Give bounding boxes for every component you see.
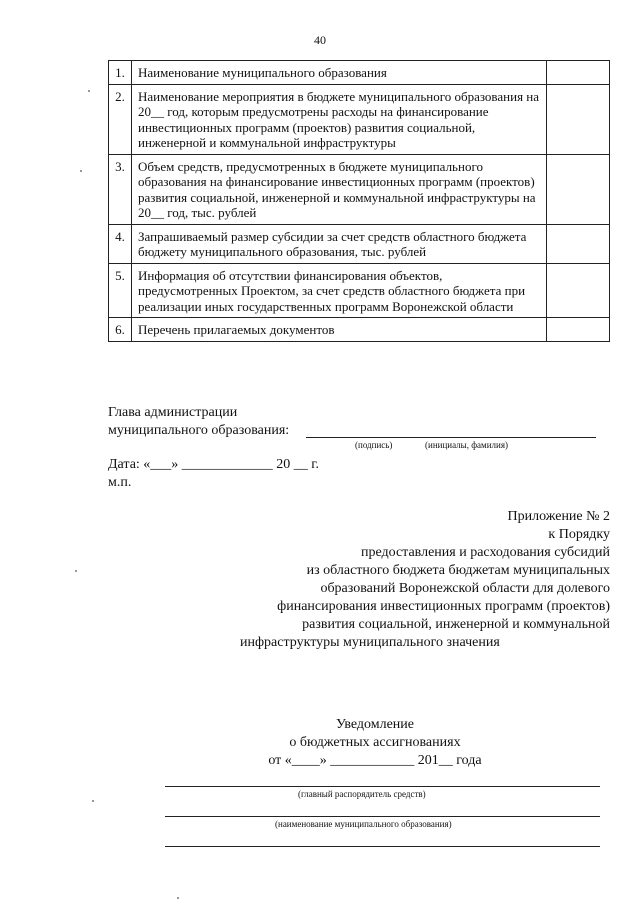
table-row: [109, 61, 610, 85]
municipality-field-line[interactable]: [165, 816, 600, 817]
scan-speck: [88, 90, 90, 92]
scan-speck: [75, 570, 77, 572]
extra-field-line[interactable]: [165, 846, 600, 847]
appendix-title: Приложение № 2: [507, 509, 610, 524]
row-label: Наименование мероприятия в бюджете муниципального образования на 20__ год, которым предусмотрены расходы на финансирование инвестиционных программ (проектов) развития социальной, инженерной и коммунальной инфраструктуры: [132, 84, 547, 154]
row-label: Объем средств, предусмотренных в бюджете муниципального образования на финансирование инвестиционных программ (проектов) развития социальной, инженерной и коммунальной инфраструктуры на 20__ год, тыс. рублей: [132, 154, 547, 224]
row-number: 2.: [109, 84, 132, 154]
row-label: Наименование муниципального образования: [132, 61, 547, 85]
row-number: 3.: [109, 154, 132, 224]
date-line: Дата: «___» _____________ 20 __ г.: [108, 457, 319, 472]
row-value-cell[interactable]: [547, 318, 610, 342]
row-number: 1.: [109, 61, 132, 85]
application-form-table: [108, 60, 610, 342]
appendix-line: предоставления и расходования субсидий: [360, 545, 610, 560]
scan-speck: [177, 897, 179, 899]
appendix-line: финансирования инвестиционных программ (проектов): [277, 599, 610, 614]
signature-title-line1: Глава администрации: [108, 405, 238, 420]
appendix-line: из областного бюджета бюджетам муниципальных: [306, 563, 610, 578]
row-value-cell[interactable]: [547, 224, 610, 263]
scan-speck: [80, 170, 82, 172]
hint-chief-manager: (главный распорядитель средств): [298, 789, 426, 799]
row-number: 4.: [109, 224, 132, 263]
hint-municipality: (наименование муниципального образования): [275, 819, 452, 829]
row-value-cell[interactable]: [547, 154, 610, 224]
scan-speck: [92, 800, 94, 802]
notice-title: Уведомление: [335, 717, 414, 732]
row-value-cell[interactable]: [547, 61, 610, 85]
table-row: [109, 154, 610, 224]
appendix-line: инфраструктуры муниципального значения: [240, 635, 500, 650]
chief-manager-field-line[interactable]: [165, 786, 600, 787]
appendix-line: развития социальной, инженерной и коммунальной: [302, 617, 610, 632]
hint-signature: (подпись): [355, 440, 393, 450]
row-label: Запрашиваемый размер субсидии за счет средств областного бюджета бюджету муниципального образования, тыс. рублей: [132, 224, 547, 263]
table-row: [109, 318, 610, 342]
notice-subtitle: о бюджетных ассигнованиях: [289, 735, 461, 750]
appendix-line: образований Воронежской области для долевого: [320, 581, 610, 596]
stamp-label: м.п.: [108, 475, 132, 490]
signature-title-line2: муниципального образования:: [108, 423, 290, 438]
table-row: [109, 84, 610, 154]
row-label: Информация об отсутствии финансирования объектов, предусмотренных Проектом, за счет средств областного бюджета при реализации иных государственных программ Воронежской области: [132, 263, 547, 318]
row-label: Перечень прилагаемых документов: [132, 318, 547, 342]
appendix-line: к Порядку: [548, 527, 610, 542]
signature-field-line[interactable]: [306, 437, 596, 438]
row-number: 5.: [109, 263, 132, 318]
page-number: 40: [314, 33, 326, 47]
row-value-cell[interactable]: [547, 84, 610, 154]
row-number: 6.: [109, 318, 132, 342]
row-value-cell[interactable]: [547, 263, 610, 318]
table-row: [109, 224, 610, 263]
table-row: [109, 263, 610, 318]
notice-date-line: от «____» ____________ 201__ года: [268, 753, 482, 768]
hint-initials: (инициалы, фамилия): [425, 440, 508, 450]
